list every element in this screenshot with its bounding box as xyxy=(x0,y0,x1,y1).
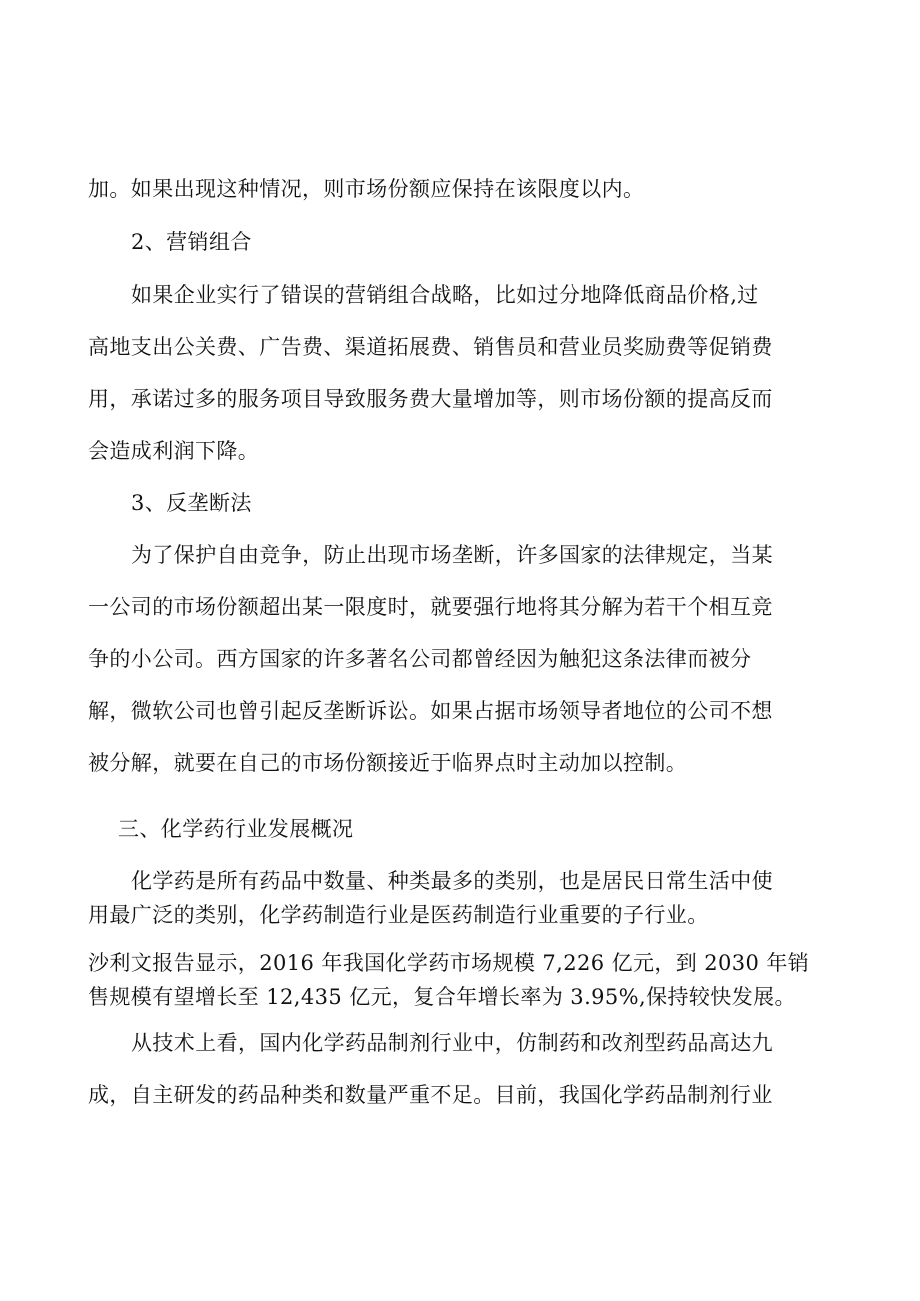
section-heading: 三、化学药行业发展概况 xyxy=(118,817,354,841)
paragraph-line: 争的小公司。西方国家的许多著名公司都曾经因为触犯这条法律而被分 xyxy=(88,647,752,671)
paragraph-line: 被分解，就要在自己的市场份额接近于临界点时主动加以控制。 xyxy=(88,751,688,775)
paragraph-line: 解，微软公司也曾引起反垄断诉讼。如果占据市场领导者地位的公司不想 xyxy=(88,699,773,723)
subheading-antitrust: 3、反垄断法 xyxy=(131,491,252,515)
paragraph-line: 从技术上看，国内化学药品制剂行业中，仿制药和改剂型药品高达九 xyxy=(131,1031,773,1055)
paragraph-line: 加。如果出现这种情况，则市场份额应保持在该限度以内。 xyxy=(88,177,645,201)
paragraph-line: 用最广泛的类别，化学药制造行业是医药制造行业重要的子行业。 xyxy=(88,903,709,927)
paragraph-line: 如果企业实行了错误的营销组合战略，比如过分地降低商品价格,过 xyxy=(131,283,759,307)
paragraph-line: 售规模有望增长至 12,435 亿元，复合年增长率为 3.95%,保持较快发展。 xyxy=(88,985,796,1009)
paragraph-line: 成，自主研发的药品种类和数量严重不足。目前，我国化学药品制剂行业 xyxy=(88,1083,773,1107)
paragraph-line: 高地支出公关费、广告费、渠道拓展费、销售员和营业员奖励费等促销费 xyxy=(88,335,773,359)
paragraph-line: 一公司的市场份额超出某一限度时，就要强行地将其分解为若干个相互竞 xyxy=(88,595,773,619)
paragraph-line: 用，承诺过多的服务项目导致服务费大量增加等，则市场份额的提高反而 xyxy=(88,387,773,411)
subheading-marketing-mix: 2、营销组合 xyxy=(131,230,252,254)
paragraph-line: 会造成利润下降。 xyxy=(88,439,260,463)
paragraph-line: 为了保护自由竞争，防止出现市场垄断，许多国家的法律规定，当某 xyxy=(131,543,773,567)
paragraph-line: 化学药是所有药品中数量、种类最多的类别，也是居民日常生活中使 xyxy=(131,869,773,893)
paragraph-line: 沙利文报告显示，2016 年我国化学药市场规模 7,226 亿元，到 2030 年销 xyxy=(88,951,810,975)
